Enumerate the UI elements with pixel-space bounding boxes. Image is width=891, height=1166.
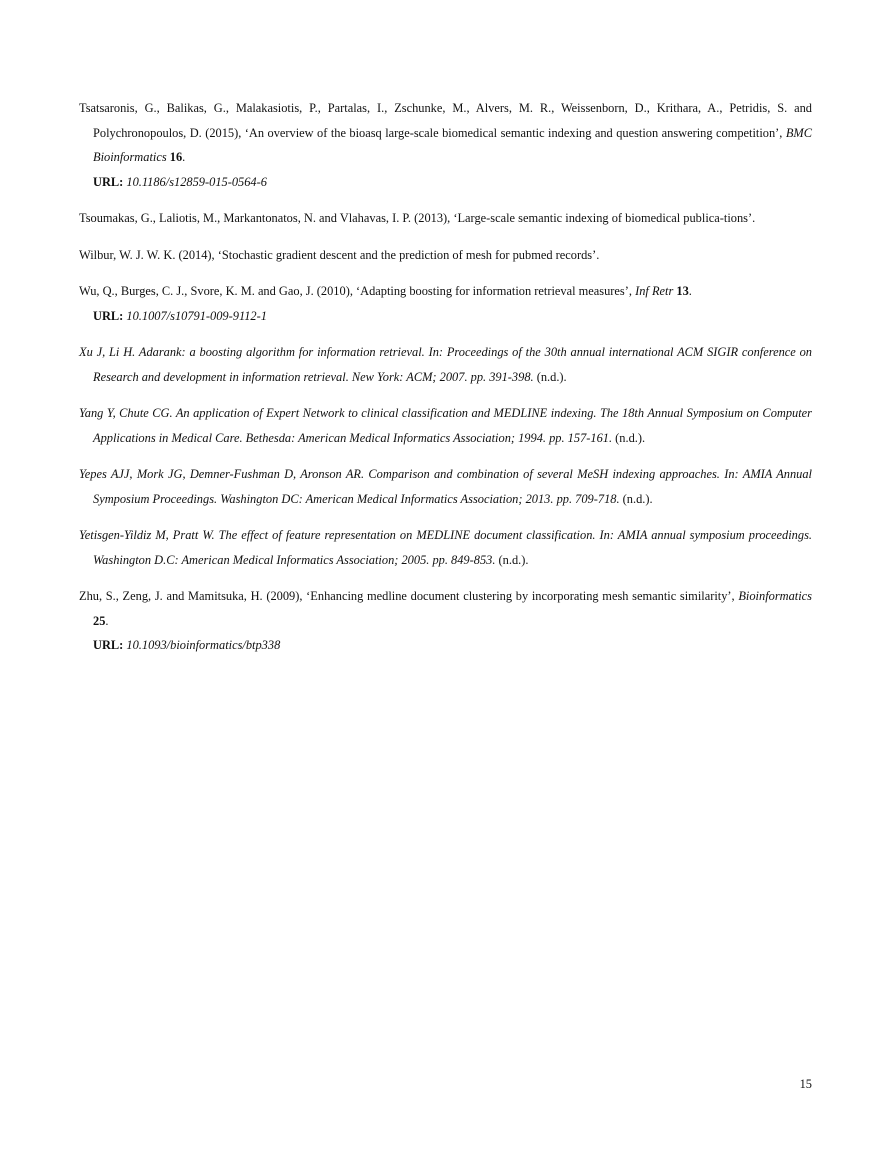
reference-text: Tsoumakas, G., Laliotis, M., Markantonatos, N. and Vlahavas, I. P. (2013), ‘Large-scale semantic indexing of biomedical publica-tions’. xyxy=(79,211,756,225)
reference-volume: 25 xyxy=(93,613,106,628)
reference-url-line xyxy=(93,633,812,658)
reference-suffix: (n.d.). xyxy=(495,552,529,567)
reference-suffix: (n.d.). xyxy=(533,369,567,384)
reference-item xyxy=(79,584,812,658)
url-label: URL: xyxy=(93,174,124,189)
reference-title: ‘An overview of the bioasq large-scale biomedical semantic indexing and question answering competition’, xyxy=(244,125,786,140)
reference-journal: Bioinformatics xyxy=(738,589,812,603)
reference-text: Yepes AJJ, Mork JG, Demner-Fushman D, Aronson AR. Comparison and combination of several MeSH indexing approaches. In: AMIA Annual Symposium Proceedings. Washington DC: American Medical Informatics Association; 2013. pp. 709-718. xyxy=(79,467,812,506)
reference-suffix: (n.d.). xyxy=(619,491,653,506)
reference-list xyxy=(79,96,812,670)
reference-suffix: (n.d.). xyxy=(612,430,646,445)
reference-journal: Inf Retr xyxy=(635,284,674,298)
reference-end: . xyxy=(182,150,186,164)
reference-url-link[interactable]: 10.1093/bioinformatics/btp338 xyxy=(126,638,281,652)
reference-authors: Tsatsaronis, G., Balikas, G., Malakasiotis, P., Partalas, I., Zschunke, M., Alvers, M. R., Weissenborn, D., Krithara, A., Petridis, S. and Polychronopoulos, D. (2015), xyxy=(79,101,812,140)
reference-url-link[interactable]: 10.1007/s10791-009-9112-1 xyxy=(126,308,267,323)
reference-journal: BMC Bioinformatics xyxy=(93,125,813,164)
reference-volume: 13 xyxy=(676,284,689,298)
reference-end: . xyxy=(688,284,692,298)
url-label: URL: xyxy=(93,308,124,323)
reference-item xyxy=(79,206,812,231)
reference-text: Yetisgen-Yildiz M, Pratt W. The effect of feature representation on MEDLINE document classification. In: AMIA annual symposium proceedings. Washington D.C: American Medical Informatics Association; 2005. pp. 849-853. xyxy=(79,528,812,567)
reference-item xyxy=(79,340,812,389)
reference-item xyxy=(79,243,812,268)
reference-url-link[interactable]: 10.1186/s12859-015-0564-6 xyxy=(126,174,267,189)
reference-item xyxy=(79,401,812,450)
reference-item xyxy=(79,279,812,328)
reference-authors: Zhu, S., Zeng, J. and Mamitsuka, H. (2009), ‘Enhancing medline document clustering by incorporating mesh semantic similarity’, xyxy=(79,589,739,603)
reference-url-line xyxy=(93,170,812,195)
page-number: 15 xyxy=(799,1077,812,1091)
reference-text: Wilbur, W. J. W. K. (2014), ‘Stochastic gradient descent and the prediction of mesh for pubmed records’. xyxy=(79,247,600,262)
reference-volume: 16 xyxy=(169,150,183,164)
reference-item xyxy=(79,96,812,194)
reference-item xyxy=(79,462,812,511)
reference-text: Xu J, Li H. Adarank: a boosting algorithm for information retrieval. In: Proceedings of the 30th annual international ACM SIGIR conference on Research and development in information retrieval. New York: ACM; 2007. pp. 391-398. xyxy=(79,345,812,384)
url-label: URL: xyxy=(93,638,124,652)
reference-text: Yang Y, Chute CG. An application of Expert Network to clinical classification and MEDLINE indexing. The 18th Annual Symposium on Computer Applications in Medical Care. Bethesda: American Medical Informatics Association; 1994. pp. 157-161. xyxy=(79,406,812,445)
reference-end: . xyxy=(105,613,109,628)
reference-item xyxy=(79,523,812,572)
reference-url-line xyxy=(93,304,812,329)
reference-authors: Wu, Q., Burges, C. J., Svore, K. M. and Gao, J. (2010), ‘Adapting boosting for information retrieval measures’, xyxy=(79,284,636,298)
